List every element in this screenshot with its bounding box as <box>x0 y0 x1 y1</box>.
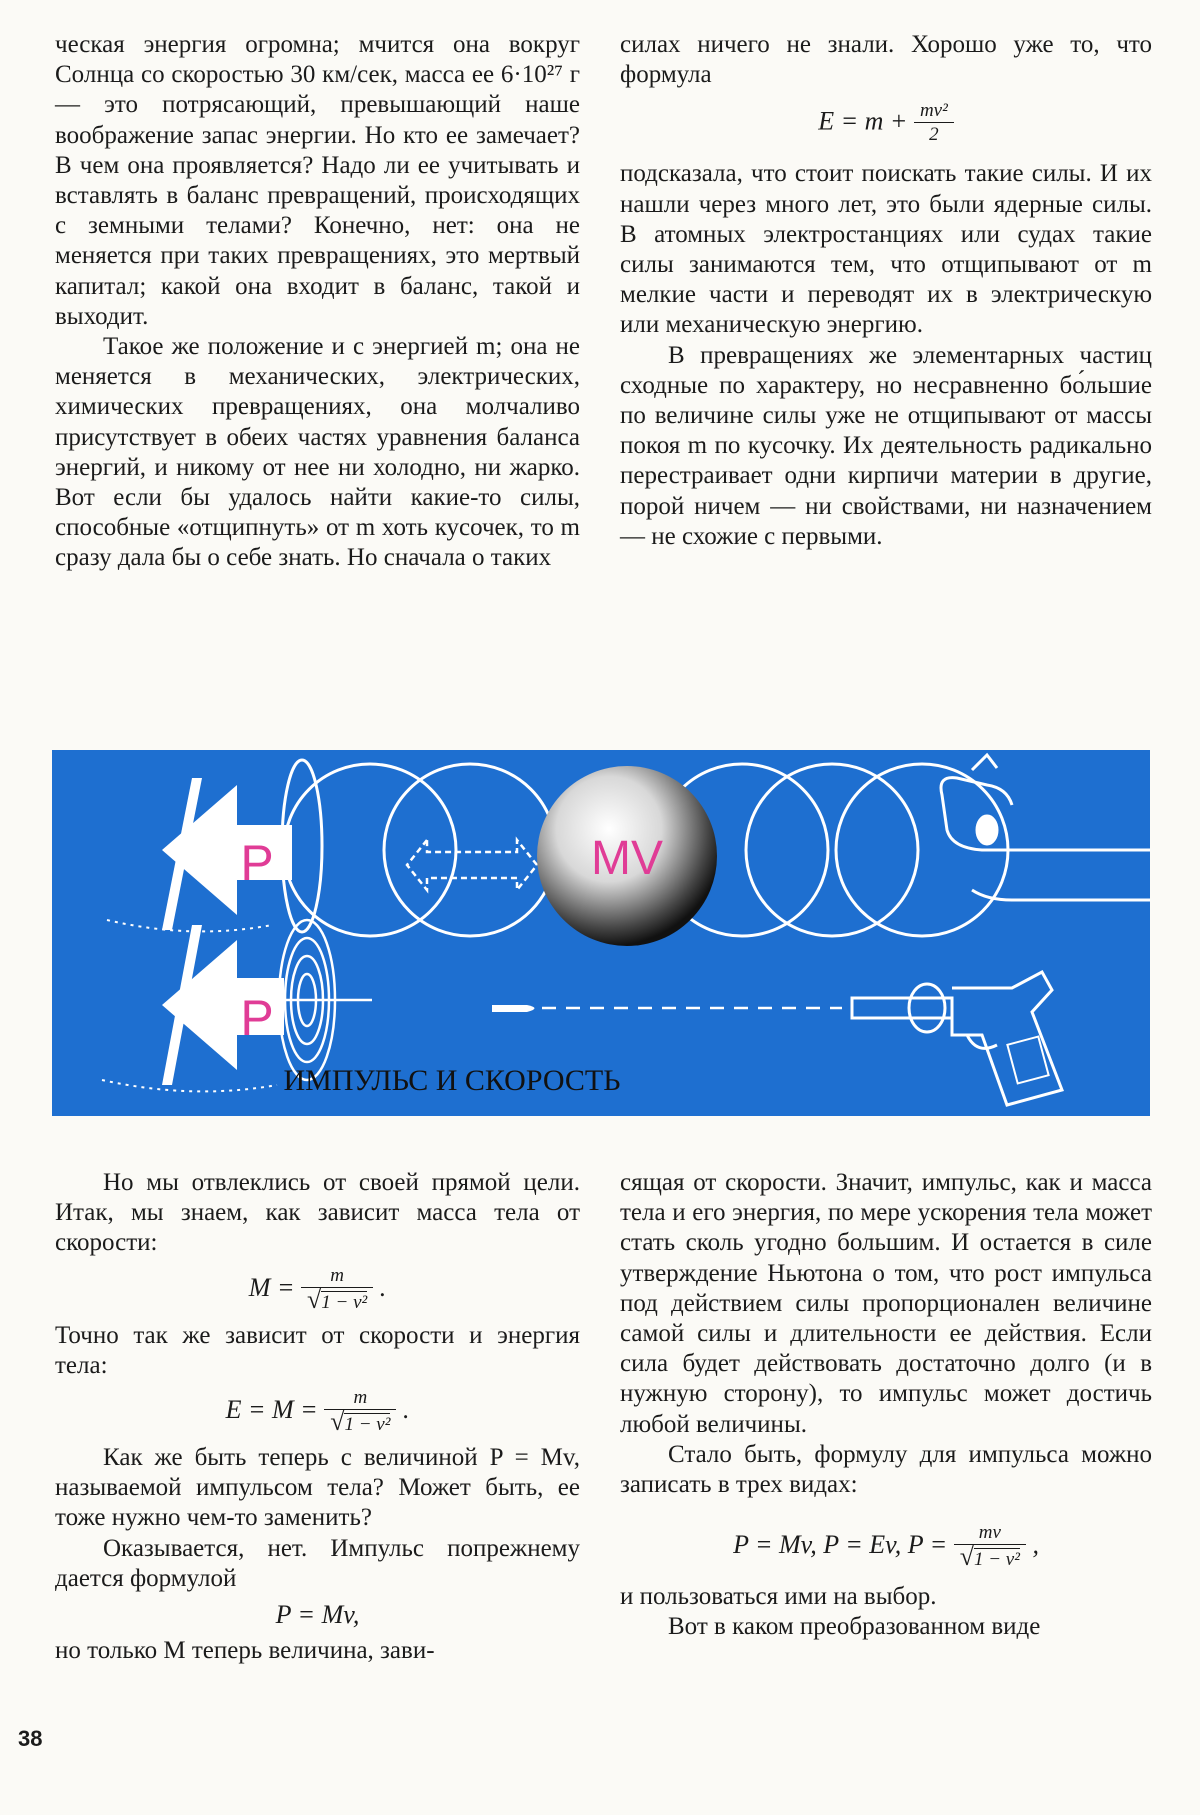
paragraph: сящая от скорости. Значит, импульс, как и масса тела и его энергия, по мере ускорения тела может стать сколь угодно большим. И остается в силе утверждение Ньютона о том, что рост импульса под действием силы пропорционален величине самой силы и длительности ее действия. Если сила будет действовать достаточно долго (и в нужную сторону), то импульс может достичь любой величины. <box>620 1169 1152 1438</box>
illustration-caption: ИМПУЛЬС И СКОРОСТЬ <box>283 1064 621 1097</box>
ball-label: MV <box>591 832 663 885</box>
right-column-bottom <box>620 1168 1152 1643</box>
paragraph: ческая энергия огромна; мчится она вокруг Солнца со скоростью 30 км/сек, масса ее 6·10²⁷ г — это потрясающий, превышающий наше воображение запас энергии. Но кто ее замечает? В чем она проявляется? Надо ли ее учитывать и вставлять в баланс превращений, происходящих с земными телами? Конечно, нет: она не меняется при таких превращениях, это мертвый капитал; какой она входит в баланс, такой и выходит. <box>55 31 580 330</box>
paragraph: силах ничего не знали. Хорошо уже то, что формула <box>620 31 1152 89</box>
paragraph: Но мы отвлеклись от своей прямой цели. Итак, мы знаем, как зависит масса тела от скорости: <box>55 1169 580 1257</box>
paragraph: В превращениях же элементарных частиц сходные по характеру, но несравненно бо́льшие по величине силы уже не отщипывают от массы покоя m по кусочку. Их деятельность радикально перестраивает одни кирпичи материи в другие, порой ничем — ни свойствами, ни назначением — не схожие с первыми. <box>620 341 1152 550</box>
momentum-label: P <box>240 990 274 1046</box>
left-column-bottom <box>55 1168 580 1666</box>
fraction: $\frac{mv}{\text{√1 − v²}}$ <box>954 1522 1026 1572</box>
energy-mass-formula: E = M = $\frac{m}{\text{√1 − v²}}$ . <box>225 1387 410 1437</box>
fraction: $\frac{m}{\text{√1 − v²}}$ <box>301 1265 373 1315</box>
paragraph: Такое же положение и с энергией m; она не меняется в механических, электрических, химических превращениях, она молчаливо присутствует в обеих частях уравнения баланса энергий, и никому от нее ни холодно, ни жарко. Вот если бы удалось найти какие-то силы, способные «отщипнуть» от m хоть кусочек, то m сразу дала бы о себе знать. Но сначала о таких <box>55 333 580 572</box>
illustration-momentum-velocity <box>52 750 1150 1116</box>
bullet-icon <box>492 1005 535 1012</box>
illustration-drawing <box>52 750 1150 1116</box>
page-number: 38 <box>18 1726 43 1751</box>
energy-formula: E = m + $\frac{\text{mv²}}{2}$ <box>620 100 1152 147</box>
momentum-formula: P = Mv, <box>275 1600 360 1630</box>
paragraph: подсказала, что стоит поискать такие силы. И их нашли через много лет, это были ядерные силы. В атомных электростанциях или судах такие силы занимаются тем, что отщипывают от m мелкие части и переводят их в электрическую или механическую энергию. <box>620 160 1152 339</box>
paragraph: Вот в каком преобразованном виде <box>668 1613 1041 1641</box>
paragraph: и пользоваться ими на выбор. <box>620 1583 937 1611</box>
momentum-label: P <box>240 835 274 891</box>
paragraph: но только M теперь величина, зави- <box>55 1637 435 1665</box>
fraction: $\frac{\text{mv²}}{2}$ <box>914 100 954 147</box>
paragraph: Как же быть теперь с величиной P = Mv, называемой импульсом тела? Может быть, ее тоже нужно чем-то заменить? <box>55 1444 580 1532</box>
fraction: $\frac{m}{\text{√1 − v²}}$ <box>324 1387 396 1437</box>
momentum-three-forms-formula: P = Mv, P = Ev, P = $\frac{mv}{\text{√1 − v²}}$ , <box>733 1522 1039 1572</box>
paragraph: Оказывается, нет. Импульс попрежнему дается формулой <box>55 1534 580 1592</box>
paragraph: Стало быть, формулу для импульса можно записать в трех видах: <box>620 1440 1152 1499</box>
mass-formula: M = $\frac{m}{\text{√1 − v²}}$ . <box>248 1264 387 1314</box>
left-column-top <box>55 30 580 574</box>
paragraph: Точно так же зависит от скорости и энергия тела: <box>55 1321 580 1379</box>
right-column-top <box>620 30 1152 552</box>
